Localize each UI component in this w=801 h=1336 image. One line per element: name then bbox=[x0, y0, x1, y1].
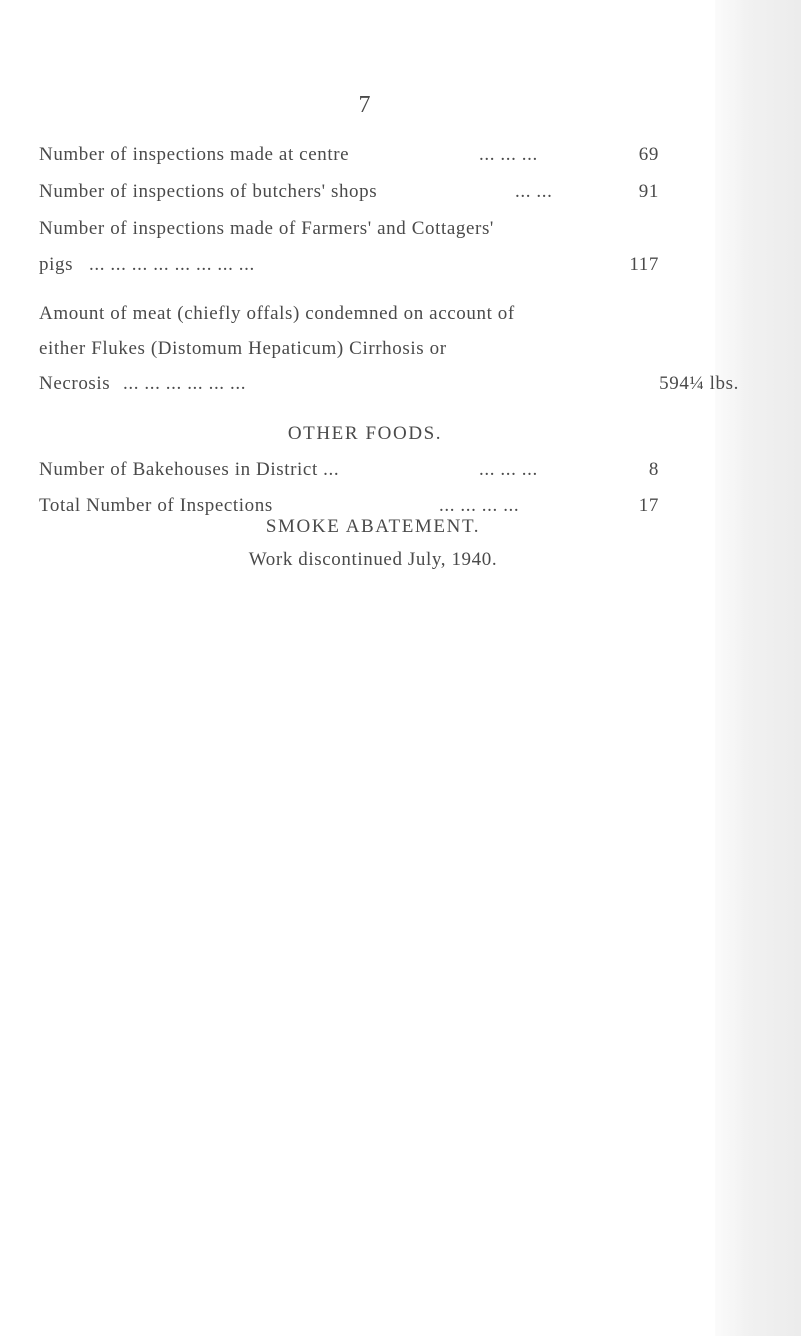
entry-centre-inspections bbox=[39, 143, 659, 167]
entry-label: Number of Bakehouses in District ... bbox=[39, 459, 340, 480]
leader-dots: ... ... ... bbox=[479, 459, 538, 480]
smoke-abatement-note: Work discontinued July, 1940. bbox=[248, 549, 498, 570]
entry-value: 17 bbox=[638, 495, 659, 516]
entry-label: Number of inspections made at centre bbox=[39, 144, 350, 165]
leader-dots: ... ... ... ... bbox=[439, 495, 520, 516]
leader-dots: ... ... ... bbox=[479, 144, 538, 165]
entry-value: 91 bbox=[638, 181, 659, 202]
entry-pigs-inspections bbox=[39, 253, 659, 277]
entry-label: Number of inspections of butchers' shops bbox=[39, 181, 378, 202]
entry-value: 69 bbox=[638, 144, 659, 165]
entry-butchers-inspections bbox=[39, 180, 659, 204]
section-heading-other-foods: OTHER FOODS. bbox=[287, 423, 443, 444]
condemned-line1: Amount of meat (chiefly offals) condemned on account of bbox=[39, 303, 515, 324]
entry-bakehouses bbox=[39, 458, 659, 482]
page-number: 7 bbox=[358, 92, 372, 118]
entry-meat-condemned bbox=[39, 372, 739, 396]
section-heading-smoke-abatement: SMOKE ABATEMENT. bbox=[265, 516, 481, 537]
entry-label: pigs bbox=[39, 254, 74, 275]
entry-value: 594¼ lbs. bbox=[659, 373, 739, 394]
entry-label: Necrosis bbox=[39, 373, 111, 394]
condemned-line2: either Flukes (Distomum Hepaticum) Cirrhosis or bbox=[39, 338, 447, 359]
entry-pigs-label-line1: Number of inspections made of Farmers' and Cottagers' bbox=[39, 218, 494, 239]
entry-value: 8 bbox=[648, 459, 659, 480]
entry-value: 117 bbox=[629, 254, 659, 275]
entry-label: Total Number of Inspections bbox=[39, 495, 273, 516]
leader-dots: ... ... ... ... ... ... bbox=[123, 373, 247, 394]
leader-dots: ... ... bbox=[515, 181, 553, 202]
leader-dots: ... ... ... ... ... ... ... ... bbox=[89, 254, 255, 275]
